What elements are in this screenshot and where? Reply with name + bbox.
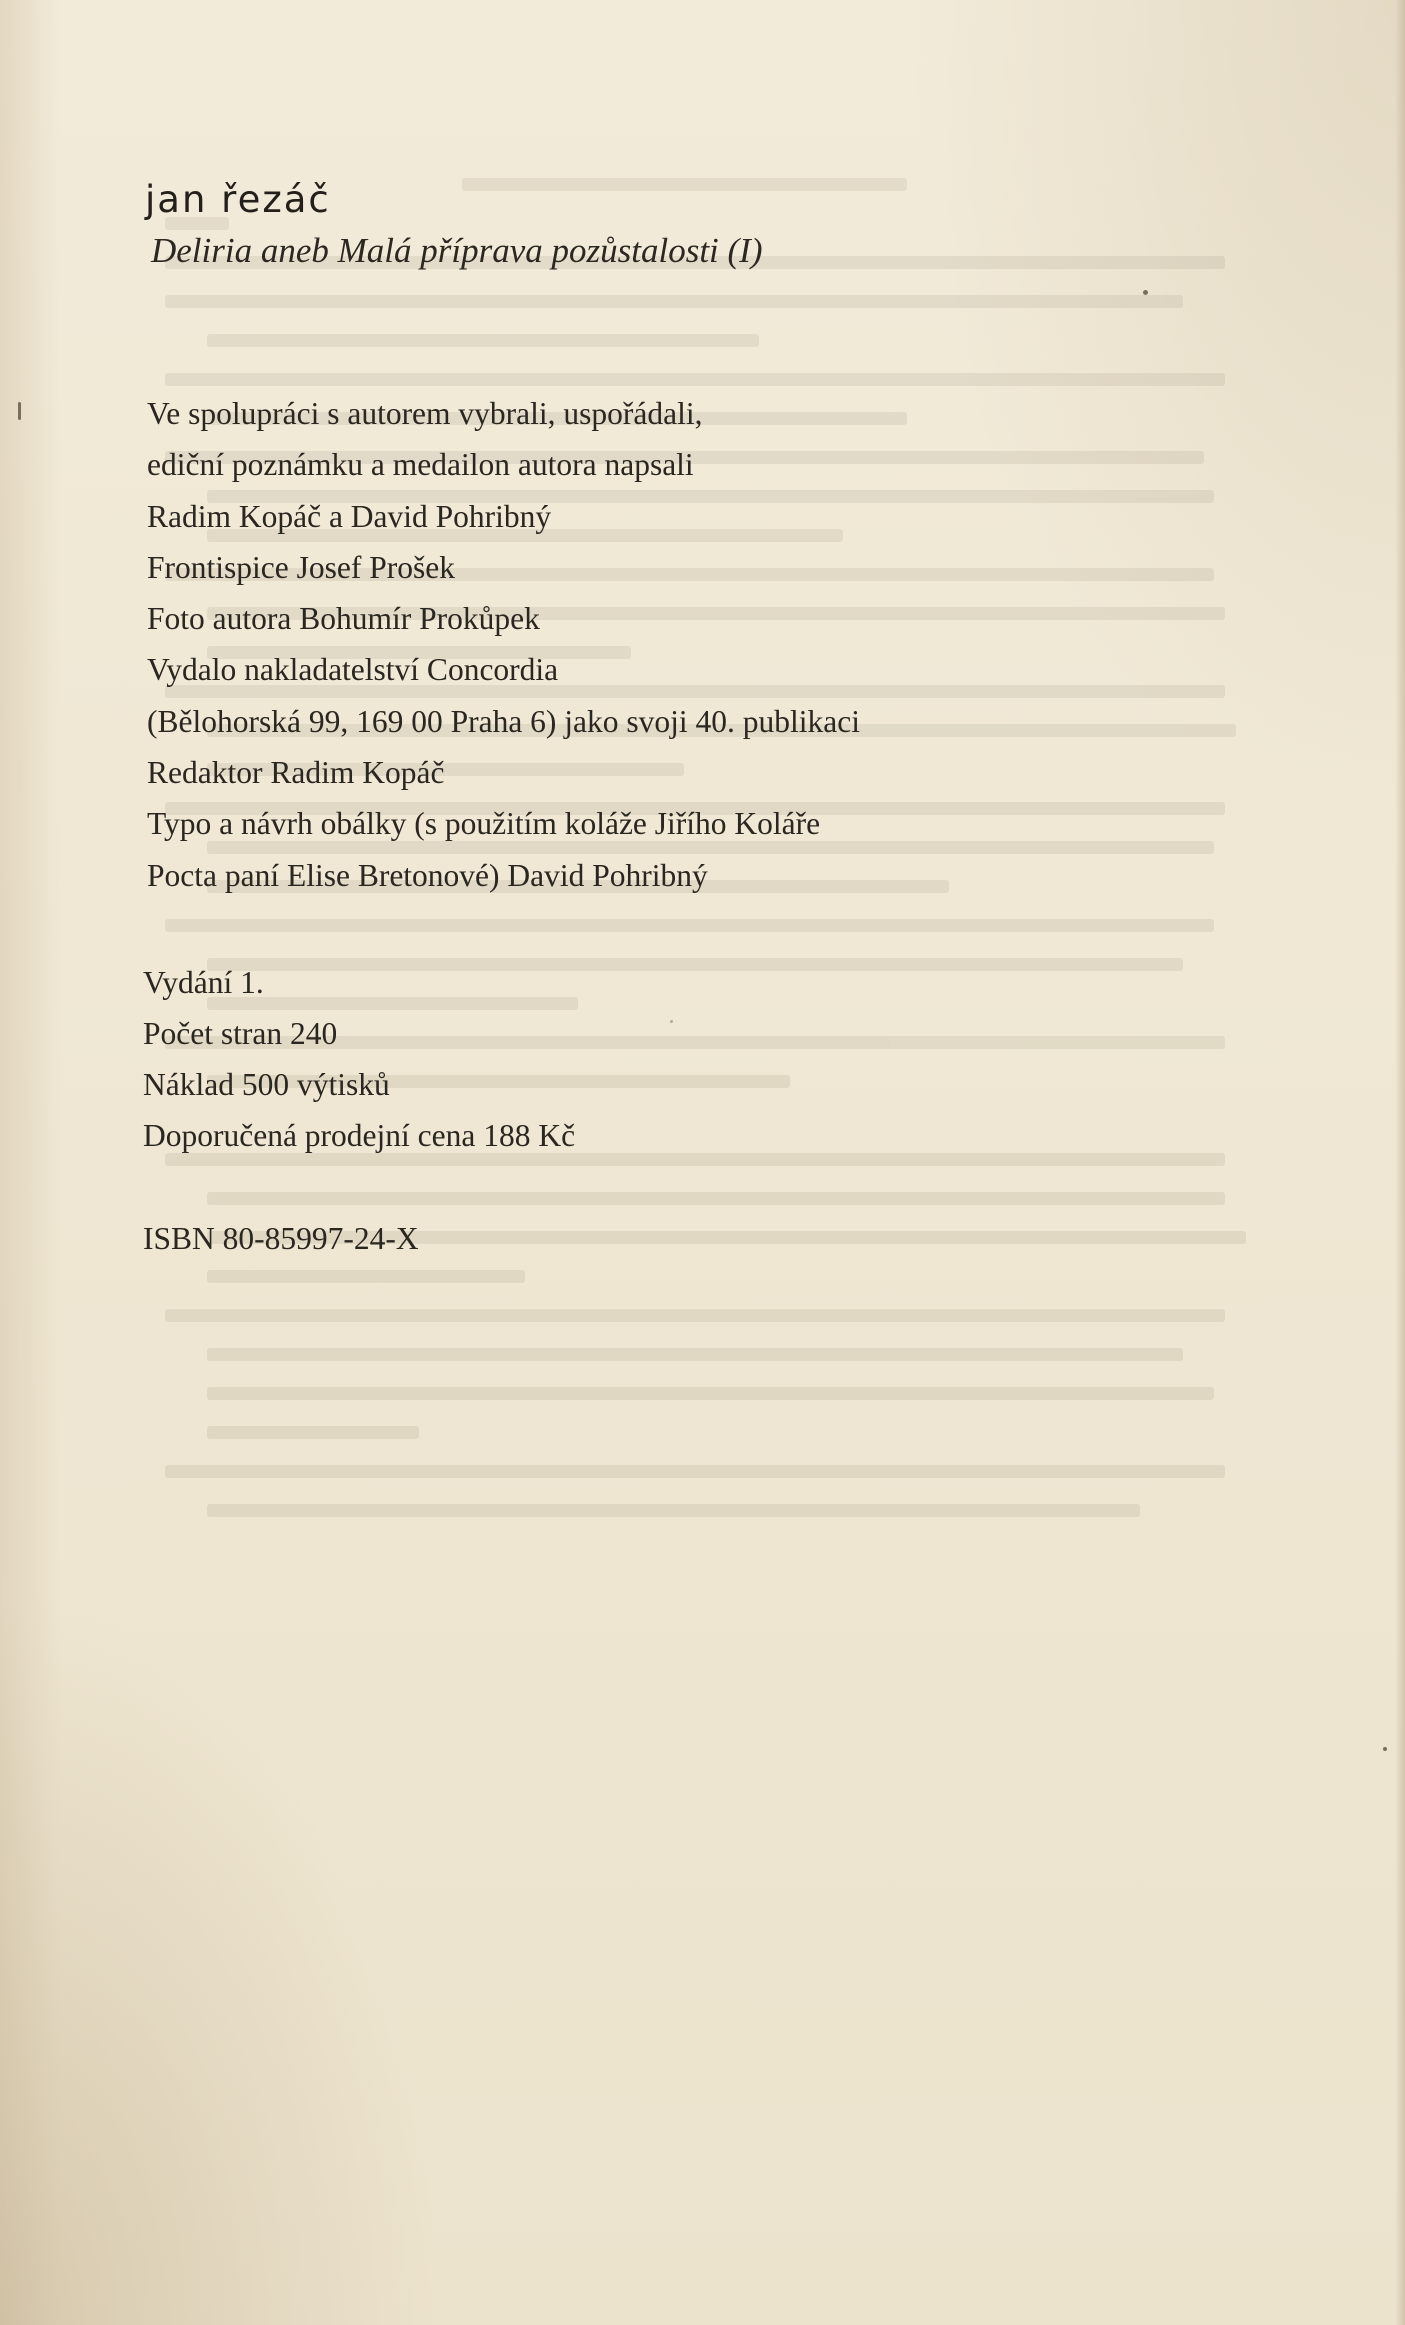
paper-speck (18, 402, 21, 420)
book-title: Deliria aneb Malá příprava pozůstalosti (I) (151, 231, 763, 270)
edition-line: Doporučená prodejní cena 188 Kč (143, 1117, 576, 1153)
edition-block (143, 957, 860, 1161)
credits-block (147, 388, 860, 901)
credits-line: Foto autora Bohumír Prokůpek (147, 601, 540, 637)
credits-line: Vydalo nakladatelství Concordia (147, 652, 559, 688)
isbn: ISBN 80-85997-24-X (143, 1220, 419, 1256)
credits-line: Redaktor Radim Kopáč (147, 755, 445, 791)
credits-line: Radim Kopáč a David Pohribný (147, 498, 552, 534)
edition-line: Počet stran 240 (143, 1015, 338, 1051)
credits-line: Typo a návrh obálky (s použitím koláže Jiřího Koláře (147, 806, 821, 842)
credits-line: Pocta paní Elise Bretonové) David Pohribný (147, 857, 708, 893)
credits-line: Ve spolupráci s autorem vybrali, uspořádali, (147, 396, 703, 431)
edition-line: Náklad 500 výtisků (143, 1066, 390, 1102)
paper-speck (1143, 290, 1148, 295)
author-name: jan řezáč (145, 178, 331, 221)
paper-speck (1383, 1747, 1387, 1751)
colophon (143, 178, 861, 1259)
credits-line: ediční poznámku a medailon autora napsali (147, 447, 694, 483)
credits-line: (Bělohorská 99, 169 00 Praha 6) jako svoji 40. publikaci (147, 703, 861, 739)
credits-line: Frontispice Josef Prošek (147, 549, 455, 585)
page-edge-shadow (1395, 0, 1405, 2325)
edition-line: Vydání 1. (143, 964, 264, 1000)
